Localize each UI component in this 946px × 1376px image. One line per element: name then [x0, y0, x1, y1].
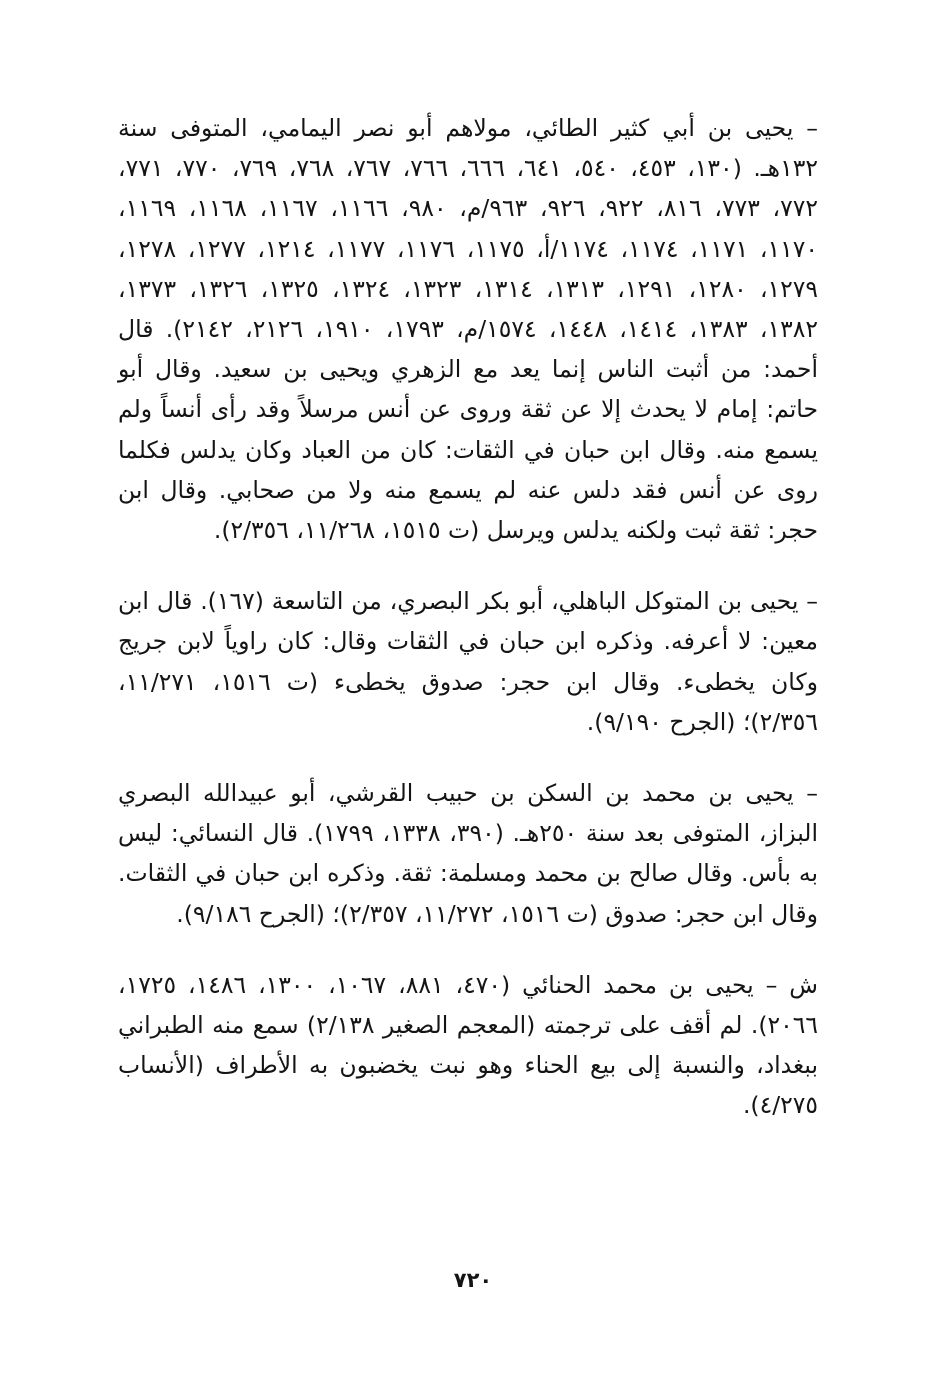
page-number: ٧٢٠	[453, 1268, 493, 1292]
entry-text: – يحيى بن محمد بن السكن بن حبيب القرشي، أبو عبيدالله البصري البزاز، المتوفى بعد سنة ٢٥٠هـ. (٣٩٠، ١٣٣٨، ١٧٩٩). قال النسائي: ليس به بأس. وقال صالح بن محمد ومسلمة: ثقة. وذكره ابن حبان في الثقات. وقال ابن حجر: صدوق (ت ١٥١٦، ١١/٢٧٢، ٢/٣٥٧)؛ (الجرح ٩/١٨٦).	[118, 779, 818, 928]
entry-text: – يحيى بن أبي كثير الطائي، مولاهم أبو نصر اليمامي، المتوفى سنة ١٣٢هـ. (١٣٠، ٤٥٣، ٥٤٠، ٦٤١، ٦٦٦، ٧٦٦، ٧٦٧، ٧٦٨، ٧٦٩، ٧٧٠، ٧٧١، ٧٧٢، ٧٧٣، ٨١٦، ٩٢٢، ٩٢٦، ٩٦٣/م، ٩٨٠، ١١٦٦، ١١٦٧، ١١٦٨، ١١٦٩، ١١٧٠، ١١٧١، ١١٧٤، ١١٧٤/أ، ١١٧٥، ١١٧٦، ١١٧٧، ١٢١٤، ١٢٧٧، ١٢٧٨، ١٢٧٩، ١٢٨٠، ١٢٩١، ١٣١٣، ١٣١٤، ١٣٢٣، ١٣٢٤، ١٣٢٥، ١٣٢٦، ١٣٧٣، ١٣٨٢، ١٣٨٣، ١٤١٤، ١٤٤٨، ١٥٧٤/م، ١٧٩٣، ١٩١٠، ٢١٢٦، ٢١٤٢). قال أحمد: من أثبت الناس إنما يعد مع الزهري ويحيى بن سعيد. وقال أبو حاتم: إمام لا يحدث إلا عن ثقة وروى عن أنس مرسلاً وقد رأى أنساً ولم يسمع منه. وقال ابن حبان في الثقات: كان من العباد وكان يدلس فكلما روى عن أنس فقد دلس عنه لم يسمع منه ولا من صحابي. وقال ابن حجر: ثقة ثبت ولكنه يدلس ويرسل (ت ١٥١٥، ١١/٢٦٨، ٢/٣٥٦).	[118, 114, 819, 545]
entry-text: ش – يحيى بن محمد الحنائي (٤٧٠، ٨٨١، ١٠٦٧، ١٣٠٠، ١٤٨٦، ١٧٢٥، ٢٠٦٦). لم أقف على ترجمته (المعجم الصغير ٢/١٣٨) سمع منه الطبراني ببغداد، والنسبة إلى بيع الحناء وهو نبت يخضبون به الأطراف (الأنساب ٤/٢٧٥).	[118, 970, 818, 1120]
entry-yahya-ibn-abi-kathir	[118, 108, 818, 550]
page-body	[118, 108, 818, 1157]
entry-yahya-ibn-al-mutawakkil	[118, 581, 818, 742]
entry-yahya-ibn-muhammad-al-hannai	[118, 965, 818, 1126]
entry-text: – يحيى بن المتوكل الباهلي، أبو بكر البصري، من التاسعة (١٦٧). قال ابن معين: لا أعرفه. وذكره ابن حبان في الثقات وقال: كان راوياً لابن جريج وكان يخطىء. وقال ابن حجر: صدوق يخطىء (ت ١٥١٦، ١١/٢٧١، ٢/٣٥٦)؛ (الجرح ٩/١٩٠).	[118, 587, 819, 736]
entry-yahya-ibn-muhammad-ibn-al-sakan	[118, 773, 818, 934]
